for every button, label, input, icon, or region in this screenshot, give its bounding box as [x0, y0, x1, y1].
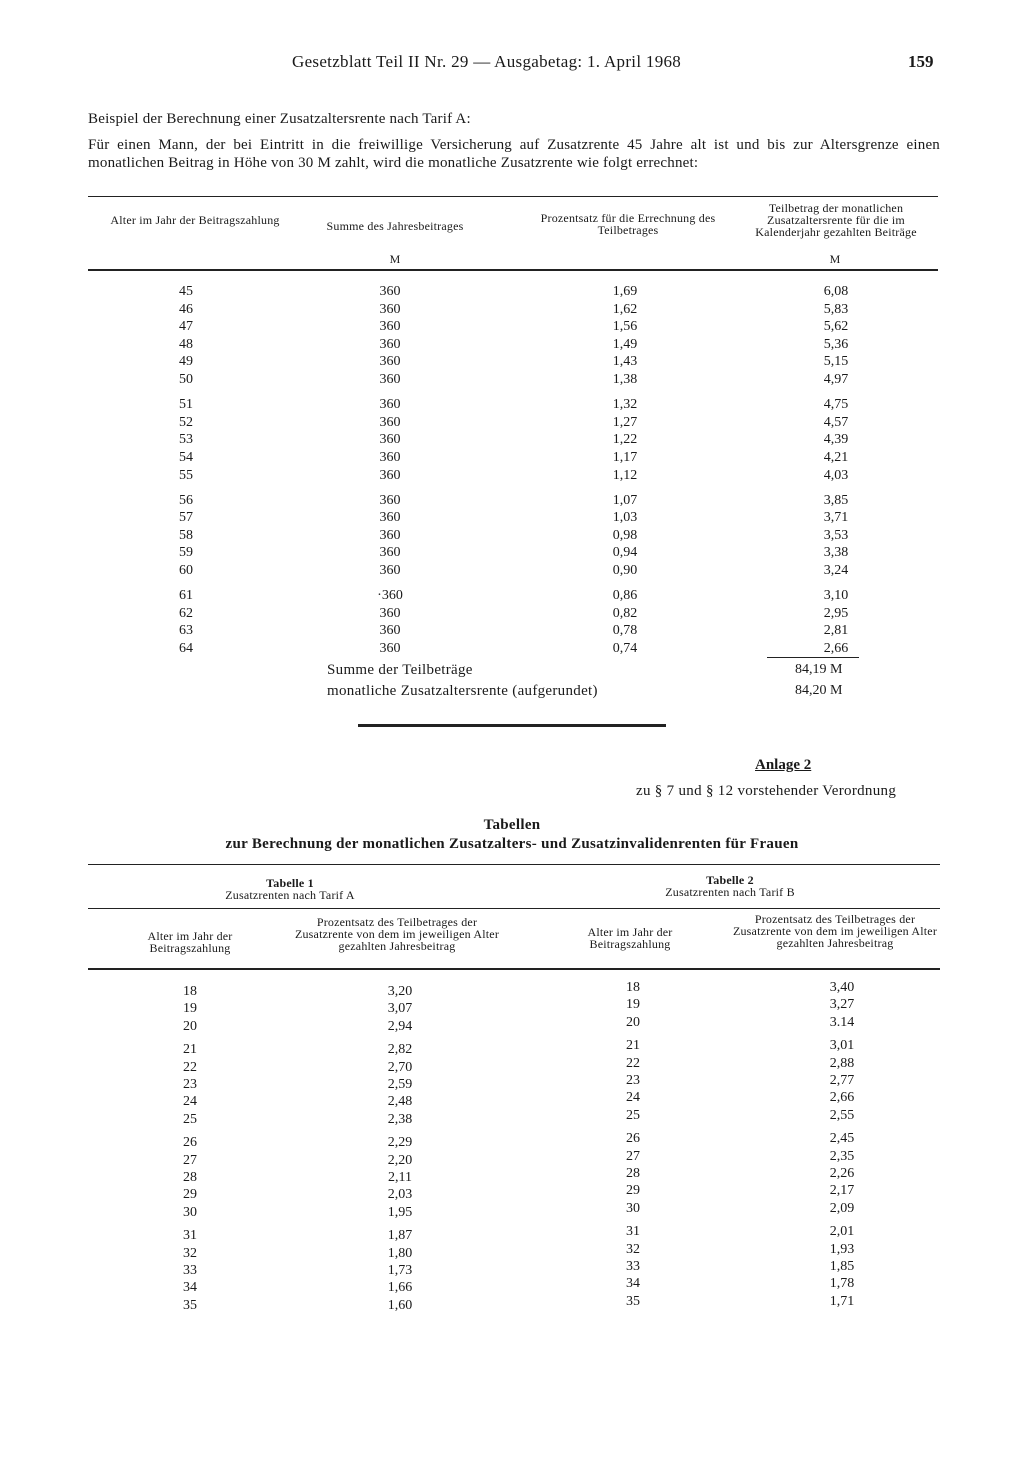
table-2-cell-age: 28 — [626, 1166, 640, 1181]
table-a-cell-age: 45 — [179, 284, 193, 299]
table-a-cell-pct: 1,32 — [612, 397, 638, 413]
table-a-cell-part: 2,66 — [823, 640, 849, 656]
table-1-cell-pct: 1,60 — [387, 1297, 413, 1313]
tables-subtitle: zur Berechnung der monatlichen Zusatzalters- und Zusatzinvalidenrenten für Frauen — [225, 836, 799, 852]
table-2-cell-age: 21 — [626, 1038, 640, 1054]
table-a-cell-age: 54 — [179, 449, 193, 465]
table-1-header-age: Alter im Jahr der Beitragszahlung — [147, 929, 233, 955]
table-a-cell-pct: 1,38 — [612, 372, 638, 387]
table-a-cell-age: 64 — [179, 640, 193, 656]
table-a-cell-pct: 1,49 — [612, 336, 638, 352]
table-2-cell-age: 22 — [626, 1055, 640, 1071]
table-a-cell-part: 3,71 — [823, 510, 849, 526]
table-a-cell-pct: 1,43 — [612, 354, 638, 370]
table-2-cell-pct: 1,71 — [829, 1293, 855, 1309]
table-a-cell-pct: 0,98 — [612, 527, 638, 543]
table-a-cell-pct: 1,17 — [612, 449, 638, 465]
table-a-cell-part: 6,08 — [823, 284, 849, 299]
table-a-cell-pct: 0,86 — [612, 588, 638, 604]
table-1-cell-age: 30 — [183, 1204, 197, 1220]
table-a-cell-age: 62 — [179, 605, 193, 621]
table-1-cell-age: 26 — [183, 1135, 197, 1151]
table-2-cell-age: 32 — [626, 1241, 640, 1257]
table-a-cell-part: 4,57 — [823, 414, 849, 430]
table-1-cell-pct: 3,20 — [387, 984, 413, 999]
page-header — [0, 52, 1024, 74]
table-2-subtitle: Zusatzrenten nach Tarif B — [665, 885, 795, 899]
table-1-cell-age: 22 — [183, 1059, 197, 1075]
table-a-cell-sum: 360 — [379, 372, 401, 387]
sum-label: Summe der Teilbeträge — [327, 662, 473, 678]
table-a-cell-sum: 360 — [379, 432, 401, 448]
table-a-cell-age: 52 — [179, 414, 193, 430]
table-2-cell-pct: 3,40 — [829, 980, 855, 995]
table-a-cell-part: 3,10 — [823, 588, 849, 604]
table-2-cell-pct: 2,77 — [829, 1073, 855, 1088]
table-1-cell-pct: 2,11 — [388, 1170, 412, 1185]
table-a-cell-pct: 1,07 — [612, 492, 638, 508]
table-1-cell-age: 29 — [183, 1187, 197, 1203]
table-a-cell-sum: 360 — [379, 510, 401, 526]
table-2-cell-pct: 3.14 — [829, 1014, 855, 1030]
table-a-cell-sum: 360 — [379, 397, 401, 413]
table-1-cell-pct: 1,73 — [387, 1263, 413, 1278]
table-a-cell-sum: 360 — [379, 284, 401, 299]
table-a-cell-age: 48 — [179, 336, 193, 352]
table-a-cell-pct: 1,12 — [612, 467, 638, 483]
table-2-cell-age: 35 — [626, 1293, 640, 1309]
table-a-cell-pct: 0,74 — [612, 640, 638, 656]
table-a-cell-sum: 360 — [379, 301, 401, 317]
example-heading: Beispiel der Berechnung einer Zusatzaltersrente nach Tarif A: — [88, 111, 471, 127]
table-a-cell-pct: 1,62 — [612, 301, 638, 317]
table-2-cell-age: 24 — [626, 1090, 640, 1106]
table-a-cell-age: 63 — [179, 623, 193, 639]
table-a-cell-pct: 0,90 — [612, 563, 638, 578]
table-2-title: Tabelle 2 — [706, 873, 754, 887]
table-a-cell-age: 50 — [179, 372, 193, 387]
table-2-cell-pct: 2,66 — [829, 1090, 855, 1106]
table-a-cell-sum: 360 — [379, 492, 401, 508]
table-a-cell-sum: 360 — [379, 527, 401, 543]
table-a-cell-pct: 1,56 — [612, 319, 638, 335]
table-a-top-rule — [88, 196, 938, 197]
table-a-cell-part: 4,39 — [823, 432, 849, 448]
table-a-cell-sum: 360 — [379, 449, 401, 465]
table-a-cell-sum: 360 — [379, 414, 401, 430]
anlage-title: Anlage 2 — [755, 757, 812, 773]
table-a-cell-part: 3,53 — [823, 527, 849, 543]
table-a-cell-part: 4,21 — [823, 449, 849, 465]
table-a-cell-part: 3,85 — [823, 492, 849, 508]
table-2-cell-pct: 2,09 — [829, 1200, 855, 1216]
table-a-cell-age: 58 — [179, 527, 193, 543]
table-a-header-sum-unit: M — [389, 252, 401, 266]
sum-value: 84,19 M — [795, 662, 843, 677]
table-1-cell-age: 31 — [183, 1228, 197, 1244]
table-a-header-part-unit: M — [829, 252, 841, 266]
tables-subheader-rule — [88, 908, 940, 909]
table-2-cell-age: 29 — [626, 1183, 640, 1199]
table-1-cell-age: 19 — [183, 1001, 197, 1017]
table-2-cell-pct: 2,88 — [829, 1055, 855, 1071]
table-2-cell-pct: 2,45 — [829, 1131, 855, 1147]
table-1-cell-age: 28 — [183, 1170, 197, 1185]
table-a-header-pct: Prozentsatz für die Errechnung des Teilbetrages — [540, 211, 716, 237]
table-2-cell-age: 30 — [626, 1200, 640, 1216]
table-2-cell-pct: 2,35 — [829, 1148, 855, 1164]
anlage-subtitle: zu § 7 und § 12 vorstehender Verordnung — [636, 783, 897, 799]
table-a-cell-age: 60 — [179, 563, 193, 578]
table-a-cell-age: 57 — [179, 510, 193, 526]
table-1-cell-age: 18 — [183, 984, 197, 999]
example-paragraph: Für einen Mann, der bei Eintritt in die freiwillige Versicherung auf Zusatzrente 45 Jahre alt ist und bis zur Altersgrenze einen monatlichen Beitrag in Höhe von 30 M zahlt, wird die monatliche Zusatzrente wie folgt errechnet: — [88, 137, 940, 171]
table-a-cell-sum: 360 — [379, 467, 401, 483]
table-2-cell-age: 31 — [626, 1224, 640, 1240]
table-1-cell-pct: 2,03 — [387, 1187, 413, 1203]
table-2-cell-pct: 3,27 — [829, 997, 855, 1013]
table-2-cell-pct: 2,17 — [829, 1183, 855, 1199]
table-a-cell-age: 51 — [179, 397, 193, 413]
table-1-cell-pct: 2,94 — [387, 1018, 413, 1034]
table-1-cell-age: 27 — [183, 1152, 197, 1168]
tables-title: Tabellen — [483, 817, 541, 833]
table-2-cell-pct: 2,26 — [829, 1166, 855, 1181]
table-1-cell-age: 35 — [183, 1297, 197, 1313]
table-2-cell-age: 25 — [626, 1107, 640, 1123]
table-a-header-age: Alter im Jahr der Beitragszahlung — [110, 213, 280, 227]
table-a-cell-pct: 0,78 — [612, 623, 638, 639]
table-2-cell-age: 26 — [626, 1131, 640, 1147]
table-2-cell-pct: 2,01 — [829, 1224, 855, 1240]
table-a-cell-part: 2,95 — [823, 605, 849, 621]
table-a-cell-pct: 1,22 — [612, 432, 638, 448]
tables-header-rule — [88, 968, 940, 970]
table-a-cell-part: 4,75 — [823, 397, 849, 413]
table-1-cell-pct: 1,66 — [387, 1280, 413, 1296]
table-1-cell-pct: 2,82 — [387, 1042, 413, 1058]
table-2-header-age: Alter im Jahr der Beitragszahlung — [587, 925, 673, 951]
table-1-subtitle: Zusatzrenten nach Tarif A — [225, 888, 355, 902]
table-a-header-rule — [88, 269, 938, 271]
table-1-cell-pct: 2,70 — [387, 1059, 413, 1075]
table-a-cell-part: 5,36 — [823, 336, 849, 352]
table-1-cell-age: 23 — [183, 1077, 197, 1092]
table-a-cell-age: 53 — [179, 432, 193, 448]
table-2-cell-age: 20 — [626, 1014, 640, 1030]
table-a-cell-sum: ·360 — [377, 588, 403, 604]
result-label: monatliche Zusatzaltersrente (aufgerundet) — [327, 683, 598, 699]
table-1-cell-age: 20 — [183, 1018, 197, 1034]
table-2-cell-pct: 1,85 — [829, 1259, 855, 1274]
table-1-cell-pct: 2,48 — [387, 1094, 413, 1110]
table-a-cell-sum: 360 — [379, 545, 401, 561]
table-a-cell-part: 4,03 — [823, 467, 849, 483]
table-a-cell-sum: 360 — [379, 640, 401, 656]
table-1-cell-age: 24 — [183, 1094, 197, 1110]
table-a-cell-sum: 360 — [379, 605, 401, 621]
table-2-cell-age: 33 — [626, 1259, 640, 1274]
table-1-cell-pct: 2,38 — [387, 1111, 413, 1127]
table-2-cell-age: 27 — [626, 1148, 640, 1164]
table-1-cell-pct: 1,95 — [387, 1204, 413, 1220]
table-a-cell-part: 4,97 — [823, 372, 849, 387]
table-a-cell-pct: 0,82 — [612, 605, 638, 621]
table-a-cell-pct: 0,94 — [612, 545, 638, 561]
table-a-cell-part: 5,83 — [823, 301, 849, 317]
tables-top-rule — [88, 864, 940, 865]
section-divider — [358, 724, 666, 727]
table-1-cell-age: 25 — [183, 1111, 197, 1127]
table-a-cell-age: 49 — [179, 354, 193, 370]
table-a-cell-age: 55 — [179, 467, 193, 483]
table-1-cell-pct: 1,80 — [387, 1245, 413, 1261]
table-1-cell-pct: 1,87 — [387, 1228, 413, 1244]
table-2-cell-pct: 1,93 — [829, 1241, 855, 1257]
table-1-cell-pct: 3,07 — [387, 1001, 413, 1017]
table-2-cell-pct: 2,55 — [829, 1107, 855, 1123]
table-1-title: Tabelle 1 — [266, 876, 314, 890]
table-a-cell-age: 47 — [179, 319, 193, 335]
result-value: 84,20 M — [795, 683, 843, 698]
table-a-cell-sum: 360 — [379, 563, 401, 578]
table-a-cell-part: 3,24 — [823, 563, 849, 578]
table-a-cell-part: 2,81 — [823, 623, 849, 639]
table-a-cell-age: 59 — [179, 545, 193, 561]
table-2-cell-pct: 3,01 — [829, 1038, 855, 1054]
table-1-cell-pct: 2,20 — [387, 1152, 413, 1168]
table-a-cell-age: 61 — [179, 588, 193, 604]
table-1-cell-pct: 2,59 — [387, 1077, 413, 1092]
table-1-cell-age: 33 — [183, 1263, 197, 1278]
table-1-cell-age: 34 — [183, 1280, 197, 1296]
table-1-cell-age: 21 — [183, 1042, 197, 1058]
table-a-header-sum: Summe des Jahresbeitrages — [326, 219, 464, 233]
table-2-cell-age: 23 — [626, 1073, 640, 1088]
table-2-cell-pct: 1,78 — [829, 1276, 855, 1292]
table-2-cell-age: 19 — [626, 997, 640, 1013]
table-a-cell-sum: 360 — [379, 336, 401, 352]
sum-rule — [767, 657, 859, 658]
table-a-cell-pct: 1,03 — [612, 510, 638, 526]
table-a-cell-age: 56 — [179, 492, 193, 508]
table-a-cell-pct: 1,69 — [612, 284, 638, 299]
table-2-header-pct: Prozentsatz des Teilbetrages der Zusatzrente von dem im jeweiligen Alter gezahlten Jahresbeitrag — [732, 912, 938, 950]
table-2-cell-age: 18 — [626, 980, 640, 995]
table-a-header-part: Teilbetrag der monatlichen Zusatzaltersrente für die im Kalenderjahr gezahlten Beiträge — [755, 201, 917, 239]
table-a-cell-part: 5,15 — [823, 354, 849, 370]
table-1-cell-pct: 2,29 — [387, 1135, 413, 1151]
table-a-cell-sum: 360 — [379, 623, 401, 639]
table-2-cell-age: 34 — [626, 1276, 640, 1292]
table-a-cell-part: 5,62 — [823, 319, 849, 335]
table-a-cell-part: 3,38 — [823, 545, 849, 561]
table-a-cell-sum: 360 — [379, 354, 401, 370]
table-1-header-pct: Prozentsatz des Teilbetrages der Zusatzrente von dem im jeweiligen Alter gezahlten Jahresbeitrag — [294, 915, 500, 953]
gazette-title: Gesetzblatt Teil II Nr. 29 — Ausgabetag: 1. April 1968 — [292, 52, 682, 71]
table-1-cell-age: 32 — [183, 1245, 197, 1261]
table-a-cell-sum: 360 — [379, 319, 401, 335]
table-a-cell-age: 46 — [179, 301, 193, 317]
table-a-cell-pct: 1,27 — [612, 414, 638, 430]
page-number: 159 — [908, 52, 934, 71]
